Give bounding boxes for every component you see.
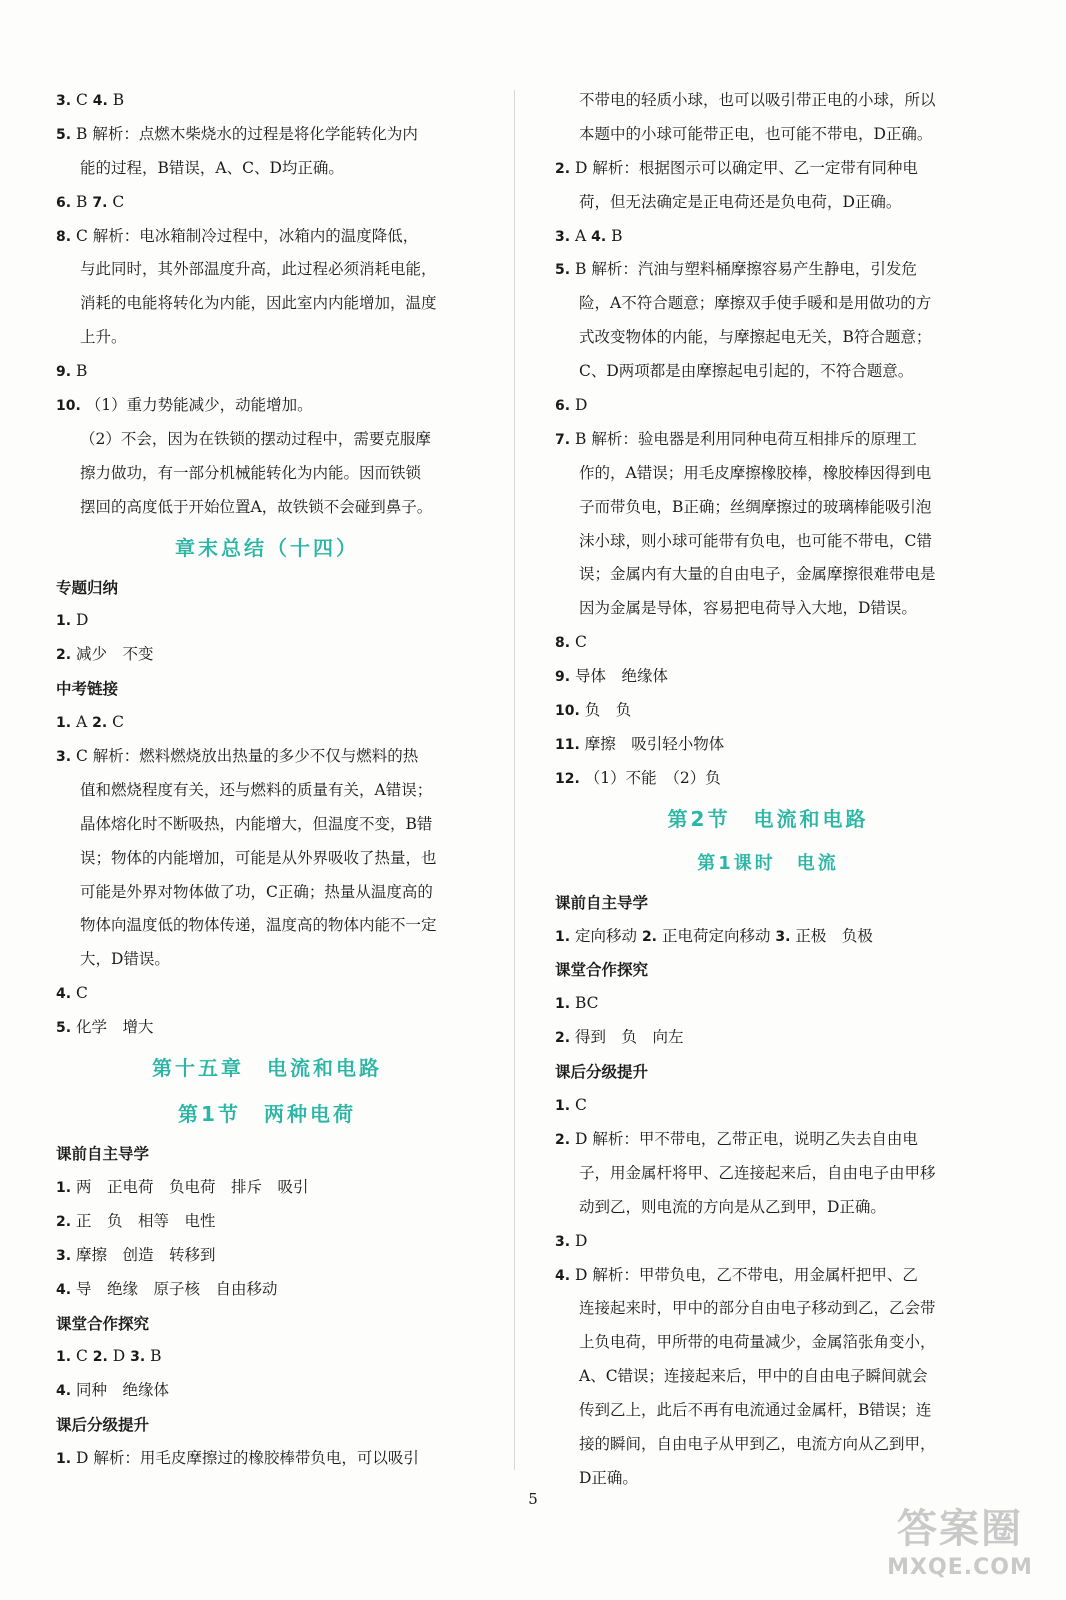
answer-text: C 解析：电冰箱制冷过程中，冰箱内的温度降低， [76,226,419,245]
page-number: 5 [528,1490,538,1508]
answer-number: 3. [56,749,72,766]
answer-text: D 解析：甲不带电，乙带正电，说明乙失去自由电 [575,1129,918,1148]
watermark-bottom: MXQE.COM [887,1555,1033,1580]
answer-continuation: 误；物体的内能增加，可能是从外界吸收了热量，也 [80,848,437,867]
answer-text: D 解析：用毛皮摩擦过的橡胶棒带负电，可以吸引 [76,1449,419,1468]
answer-continuation: 本题中的小球可能带正电，也可能不带电，D正确。 [579,124,933,143]
answer-text: D 解析：根据图示可以确定甲、乙一定带有同种电 [575,158,918,177]
answer-text: C [76,984,88,1003]
watermark-top: 答案圈 [897,1506,1023,1552]
answer-number: 2. [56,647,72,664]
answer-continuation: 能的过程，B错误，A、C、D均正确。 [80,158,344,177]
answer-number: 2. [641,928,657,945]
answer-text: 正电荷定向移动 [661,926,776,945]
answer-number: 12. [555,770,580,787]
answer-item [56,1273,478,1307]
answer-number: 1. [56,1451,72,1468]
answer-item [555,660,981,694]
answer-text: D [575,396,588,415]
answer-item [555,626,981,660]
answer-number: 3. [555,228,571,245]
answer-item [555,694,981,728]
section-heading: 第2节 电流和电路 [667,806,869,831]
answer-continuation: 作的，A错误；用毛皮摩擦橡胶棒，橡胶棒因得到电 [579,463,932,482]
answer-text: 摩擦 创造 转移到 [76,1245,216,1264]
answer-text: C [112,192,125,211]
watermark-logo [870,1504,1050,1590]
answer-text: B [150,1347,162,1366]
answer-number: 3. [130,1349,146,1366]
answer-continuation: 荷，但无法确定是正电荷还是负电荷，D正确。 [579,192,902,211]
answer-number: 1. [56,1349,72,1366]
answer-continuation: 不带电的轻质小球，也可以吸引带正电的小球，所以 [579,91,936,109]
subsection-title: 课前自主导学 [56,1144,150,1164]
answer-continuation: 可能是外界对物体做了功，C正确；热量从温度高的 [80,882,433,901]
answer-text: C [575,633,587,652]
answer-number: 3. [555,1233,571,1250]
answer-text: 化学 增大 [76,1018,154,1037]
section-heading: 第十五章 电流和电路 [152,1056,382,1081]
answer-continuation: 大，D错误。 [80,950,170,969]
answer-item [555,389,981,423]
answer-number: 6. [56,194,72,211]
answer-number: 5. [56,126,72,143]
answer-text: （1）重力势能减少，动能增加。 [85,396,313,415]
answer-item [56,1374,478,1408]
answer-item [555,987,981,1021]
answer-number: 2. [555,1030,571,1047]
answer-text: D [76,611,89,630]
answer-item [56,1442,478,1476]
subsection-title: 课堂合作探究 [56,1313,150,1333]
answer-item [555,1123,981,1157]
answer-text: B 解析：验电器是利用同种电荷互相排斥的原理工 [575,429,917,448]
answer-text: C [112,713,124,732]
answer-number: 10. [555,703,580,720]
answer-continuation: 误；金属内有大量的自由电子，金属摩擦很难带电是 [579,565,936,584]
subsection-title: 课前自主导学 [555,892,649,912]
answer-number: 7. [555,431,571,448]
answer-continuation: 值和燃烧程度有关，还与燃料的质量有关，A错误； [80,780,433,799]
answer-number: 1. [56,1179,72,1196]
answer-number: 5. [555,262,571,279]
answer-text: B [112,91,125,109]
answer-text: C 解析：燃料燃烧放出热量的多少不仅与燃料的热 [76,747,419,766]
answer-continuation: 晶体熔化时不断吸热，内能增大，但温度不变，B错 [80,814,433,833]
answer-item [56,1239,478,1273]
answer-text: B [76,362,88,381]
answer-text: 两 正电荷 负电荷 排斥 吸引 [76,1177,309,1196]
answer-continuation: 上升。 [80,328,127,347]
subsection-title: 课后分级提升 [56,1415,150,1435]
answer-continuation: 连接起来时，甲中的部分自由电子移动到乙，乙会带 [579,1299,936,1318]
answer-item [555,1021,981,1055]
answer-number: 10. [56,398,81,415]
answer-text: C [76,1347,93,1366]
subsection-title: 专题归纳 [56,577,119,597]
answer-continuation: 消耗的电能将转化为内能，因此室内内能增加，温度 [80,294,437,313]
answer-item [555,220,981,254]
answer-text: D 解析：甲带负电，乙不带电，用金属杆把甲、乙 [575,1265,918,1284]
section-heading: 第1课时 电流 [697,852,839,874]
answer-continuation: 传到乙上，此后不再有电流通过金属杆，B错误；连 [579,1401,932,1420]
answer-item [555,1259,981,1293]
answer-item [56,1205,478,1239]
answer-number: 4. [92,93,108,109]
answer-continuation: D正确。 [579,1468,638,1487]
answer-text: 正 负 相等 电性 [76,1211,216,1230]
answer-text: A [575,226,592,245]
answer-continuation: 式改变物体的内能，与摩擦起电无关，B符合题意； [579,328,932,347]
answer-continuation: 子，用金属杆将甲、乙连接起来后，自由电子由甲移 [579,1163,936,1182]
answer-continuation: C、D两项都是由摩擦起电引起的，不符合题意。 [579,362,914,381]
answer-continuation: 摆回的高度低于开始位置A，故铁锁不会碰到鼻子。 [80,497,433,516]
answer-number: 3. [56,1247,72,1264]
answer-item [56,638,478,672]
answer-number: 11. [555,736,580,753]
answer-continuation: 沫小球，则小球可能带有负电，也可能不带电，C错 [579,531,932,550]
right-column [555,84,981,1496]
subsection-title: 课后分级提升 [555,1062,649,1082]
answer-number: 6. [555,398,571,415]
answer-text: B 解析：点燃木柴烧水的过程是将化学能转化为内 [76,124,418,143]
answer-item [56,220,478,254]
answer-number: 1. [56,715,72,732]
answer-item [555,1089,981,1123]
answer-number: 8. [56,228,72,245]
answer-item [555,728,981,762]
answer-item [56,186,478,220]
answer-text: B 解析：汽油与塑料桶摩擦容易产生静电，引发危 [575,260,917,279]
answer-text: 同种 绝缘体 [76,1381,170,1400]
answer-item [555,1225,981,1259]
answer-number: 1. [555,996,571,1013]
answer-text: C [76,91,93,109]
section-heading: 章末总结（十四） [175,535,359,560]
answer-continuation: 因为金属是导体，容易把电荷导入大地，D错误。 [579,599,917,618]
subsection-title: 中考链接 [56,679,119,699]
answer-item [56,1011,478,1045]
answer-text: 正极 负极 [795,926,873,945]
answer-number: 5. [56,1020,72,1037]
answer-text: 导体 绝缘体 [575,667,669,686]
answer-item [56,84,478,118]
answer-item [56,118,478,152]
answer-number: 4. [555,1267,571,1284]
answer-number: 4. [56,1383,72,1400]
answer-text: 减少 不变 [76,645,154,664]
answer-continuation: A、C错误；连接起来后，甲中的自由电子瞬间就会 [579,1367,928,1386]
answer-item [56,1171,478,1205]
answer-item [555,920,981,954]
answer-text: D [575,1231,588,1250]
answer-continuation: 与此同时，其外部温度升高，此过程必须消耗电能， [80,260,437,279]
answer-item [56,389,478,423]
column-divider [514,90,515,1470]
subsection-title: 课堂合作探究 [555,960,649,980]
answer-number: 4. [56,1281,72,1298]
answer-text: B [611,226,623,245]
answer-text: （1）不能 （2）负 [584,768,721,787]
answer-text: D [112,1347,131,1366]
answer-continuation: 接的瞬间，自由电子从甲到乙，电流方向从乙到甲， [579,1434,936,1453]
answer-item [555,762,981,796]
answer-number: 9. [555,669,571,686]
answer-item [555,423,981,457]
answer-continuation: 动到乙，则电流的方向是从乙到甲，D正确。 [579,1197,886,1216]
answer-text: B [76,192,93,211]
answer-number: 2. [555,1131,571,1148]
answer-continuation: 擦力做功，有一部分机械能转化为内能。因而铁锁 [80,463,422,482]
answer-text: 定向移动 [575,926,642,945]
answer-number: 3. [56,93,72,109]
answer-text: 负 负 [584,701,632,720]
answer-item [56,706,478,740]
answer-continuation: 物体向温度低的物体传递，温度高的物体内能不一定 [80,916,437,935]
answer-number: 8. [555,635,571,652]
answer-continuation: 险，A不符合题意；摩擦双手使手暖和是用做功的方 [579,294,932,313]
answer-item [56,1340,478,1374]
answer-text: BC [575,994,599,1013]
answer-number: 2. [92,1349,108,1366]
answer-text: 导 绝缘 原子核 自由移动 [76,1279,278,1298]
answer-continuation: 上负电荷，甲所带的电荷量减少，金属箔张角变小， [579,1333,936,1352]
section-heading: 第1节 两种电荷 [178,1102,356,1127]
answer-text: 摩擦 吸引轻小物体 [584,734,725,753]
answer-text: C [575,1096,587,1115]
answer-item [56,977,478,1011]
answer-number: 1. [56,613,72,630]
answer-item [555,253,981,287]
answer-number: 1. [555,928,571,945]
answer-number: 4. [591,228,607,245]
answer-item [56,355,478,389]
left-column [56,84,478,1476]
answer-text: 得到 负 向左 [575,1028,684,1047]
answer-number: 2. [56,1213,72,1230]
answer-item [56,740,478,774]
answer-continuation: （2）不会，因为在铁锁的摆动过程中，需要克服摩 [80,429,431,448]
answer-number: 2. [555,160,571,177]
answer-number: 9. [56,364,72,381]
answer-text: A [76,713,93,732]
answer-number: 7. [92,194,108,211]
answer-continuation: 子而带负电，B正确；丝绸摩擦过的玻璃棒能吸引泡 [579,497,932,516]
answer-number: 4. [56,986,72,1003]
answer-number: 1. [555,1098,571,1115]
answer-item [555,152,981,186]
answer-number: 2. [92,715,108,732]
answer-item [56,604,478,638]
answer-number: 3. [775,928,791,945]
